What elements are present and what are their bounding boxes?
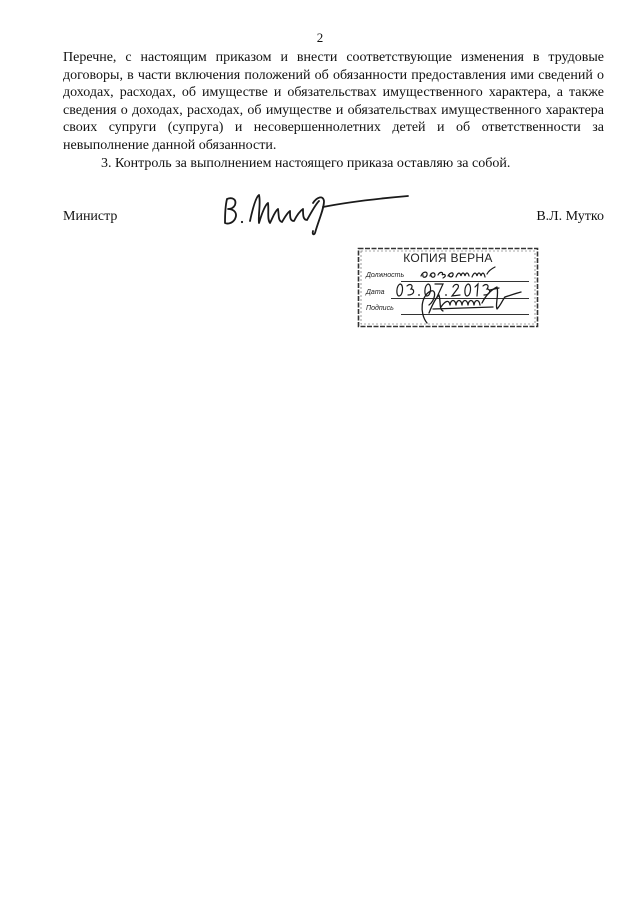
page-number: 2 bbox=[316, 30, 324, 45]
stamp-signature-handwriting bbox=[413, 283, 523, 327]
stamp-signature-label: Подпись bbox=[366, 305, 394, 312]
signature-block bbox=[63, 199, 604, 239]
signatory-title: Министр bbox=[63, 209, 118, 224]
handwritten-signature bbox=[223, 193, 423, 237]
stamp-date-label: Дата bbox=[366, 289, 385, 296]
stamp-position-label: Должность bbox=[366, 272, 405, 279]
signatory-name: В.Л. Мутко bbox=[536, 209, 604, 224]
stamp-header: КОПИЯ ВЕРНА bbox=[403, 251, 493, 265]
paragraph-item-3: 3. Контроль за выполнением настоящего приказа оставляю за собой. bbox=[101, 155, 511, 171]
paragraph-continued: Перечне, с настоящим приказом и внести соответствующие изменения в трудовые договоры, в части включения положений об обязанности предоставления ими сведений о доходах, расходах, об имуществе и обязательствах имущественного характера, а также сведения о доходах, расходах, об имуществе и обязательствах имущественного характера своих супруги (супруга) и несовершеннолетних детей и об ответственности за невыполнение данной обязанности. bbox=[63, 50, 604, 153]
certified-copy-stamp bbox=[357, 247, 539, 328]
document-body bbox=[63, 49, 604, 172]
